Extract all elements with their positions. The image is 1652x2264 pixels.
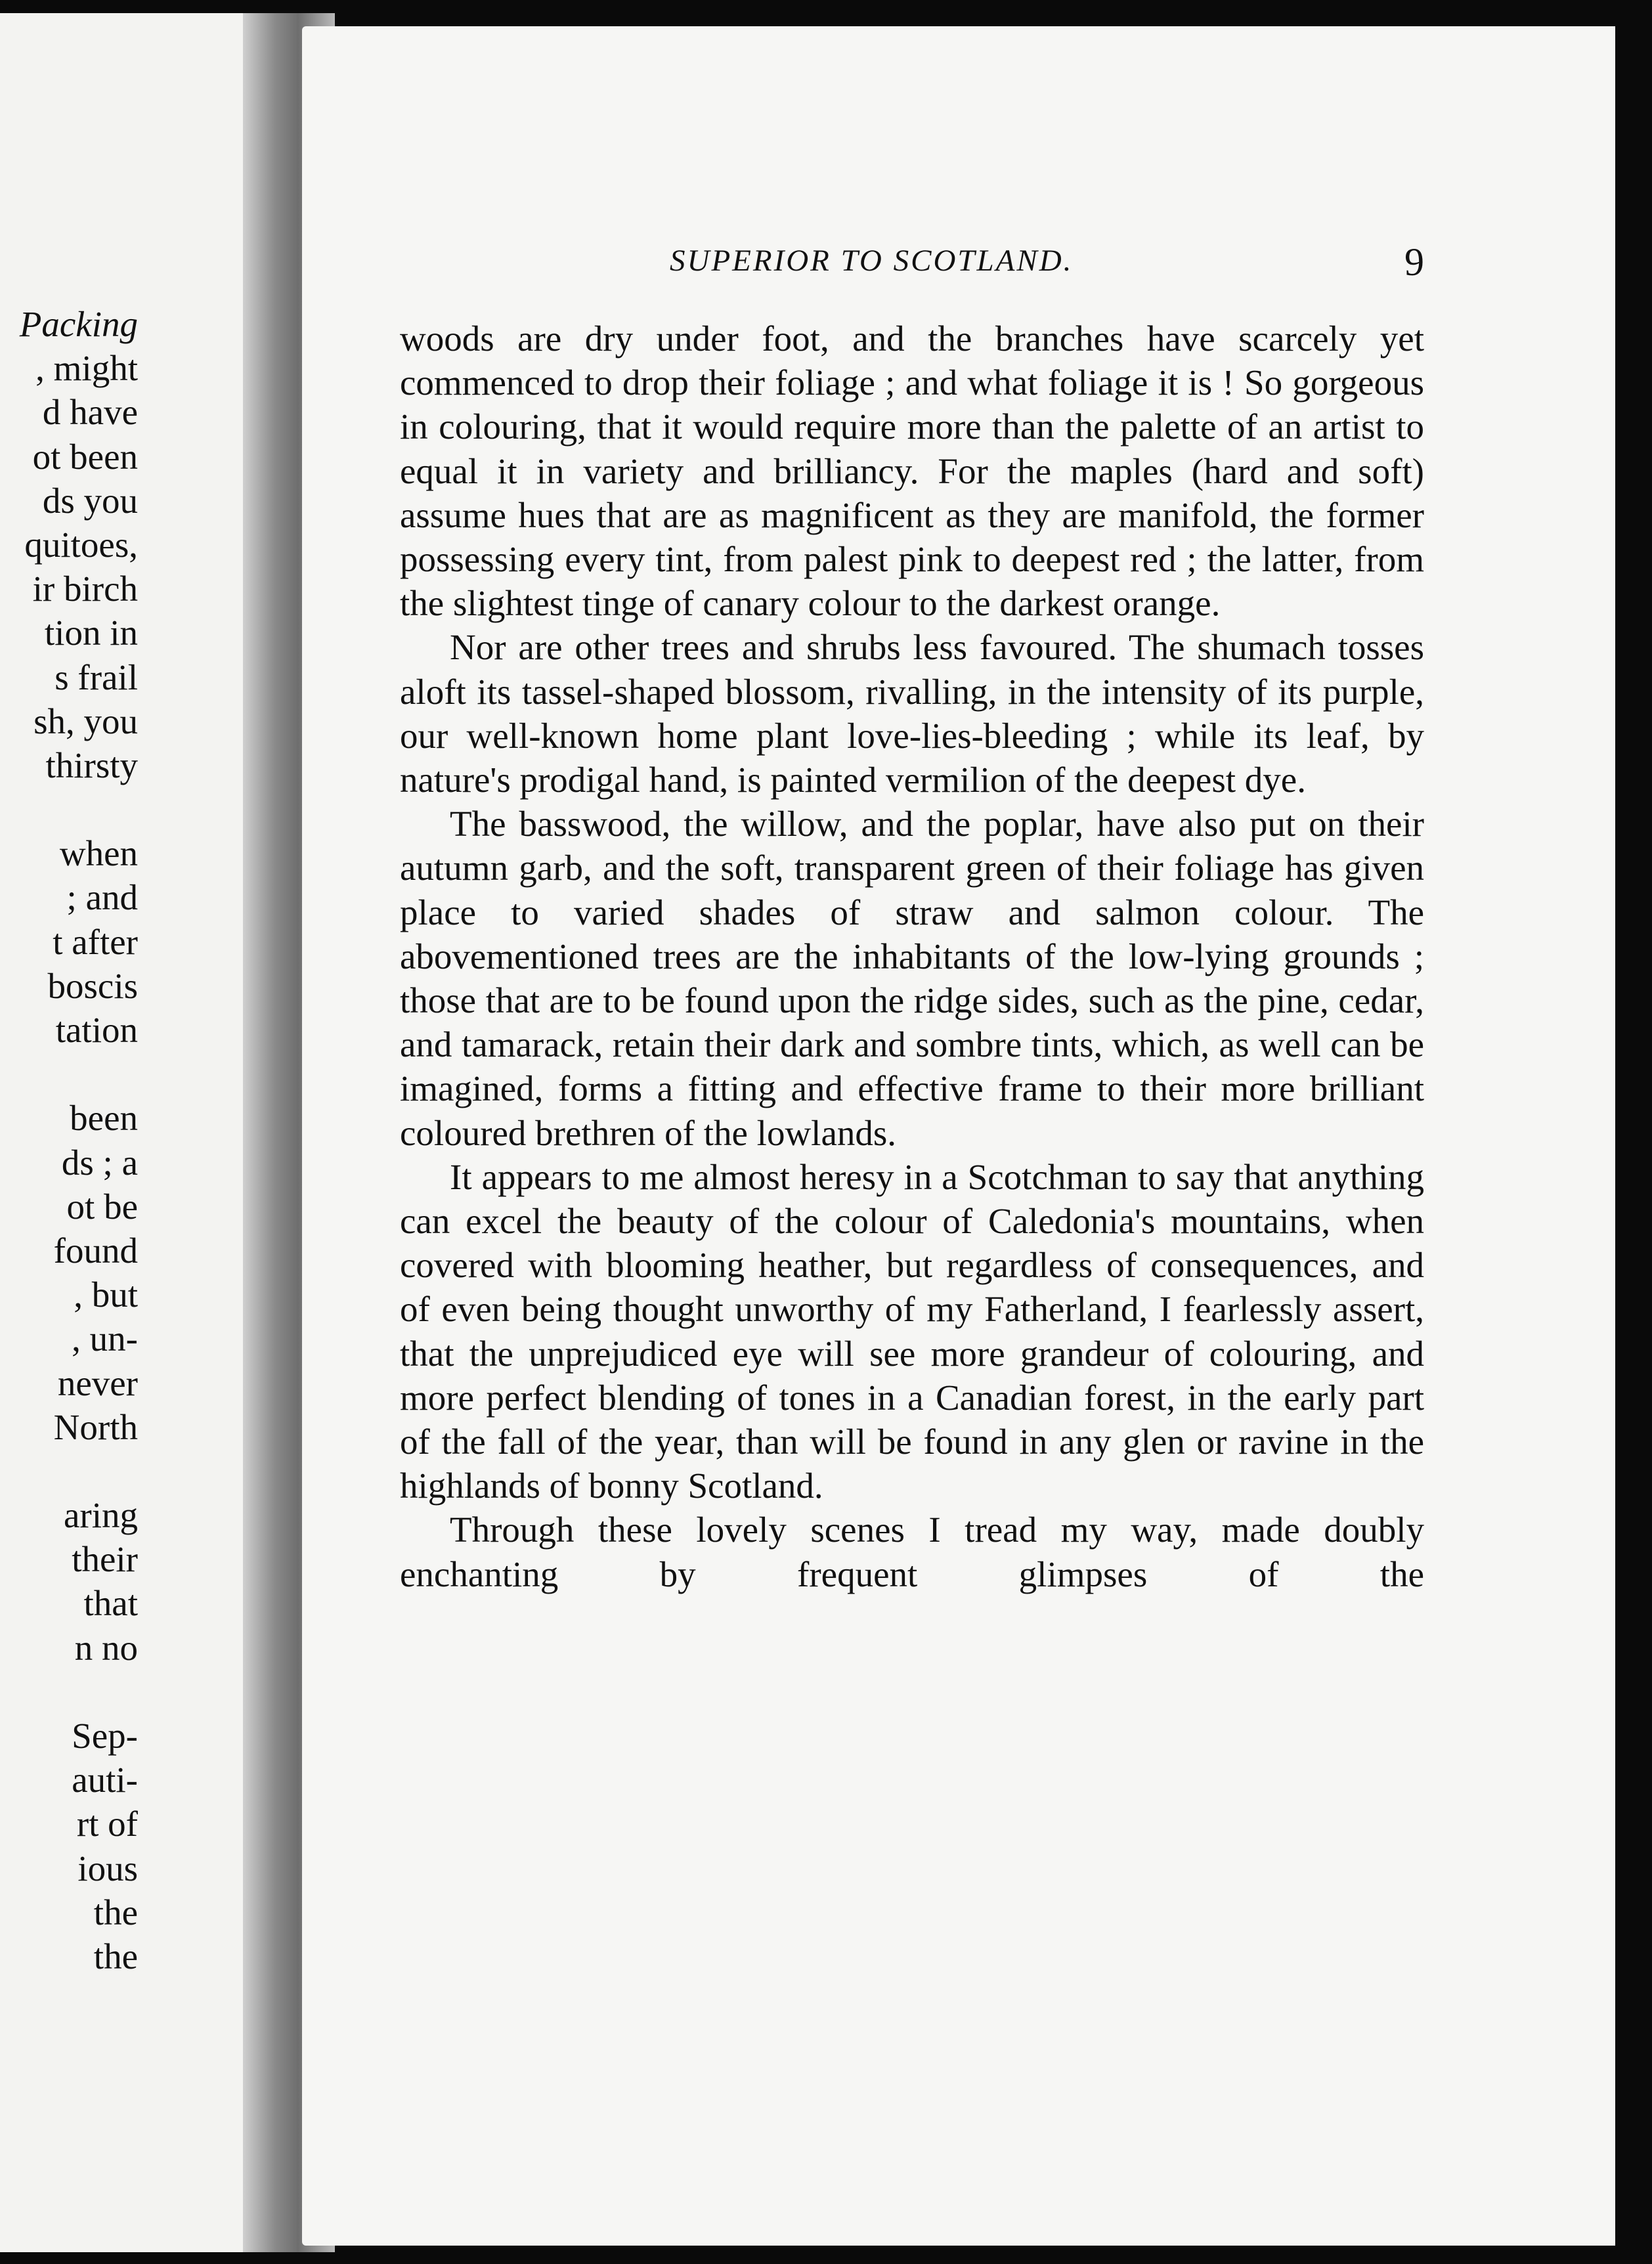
left-page-line: quitoes, xyxy=(24,524,138,565)
left-page-line xyxy=(20,1670,138,1714)
left-page-line: ; and xyxy=(66,877,138,918)
left-page-line xyxy=(20,787,138,831)
left-page-line: Packing xyxy=(19,304,138,344)
paragraph: Through these lovely scenes I tread my way, made doubly enchanting by frequent glimpses of the xyxy=(400,1510,1424,1594)
left-page-line: their xyxy=(72,1539,138,1580)
left-page-line: ds you xyxy=(42,480,138,521)
left-page-line: tion in xyxy=(44,613,138,653)
left-page-line: tation xyxy=(55,1010,138,1050)
left-page-line xyxy=(20,1052,138,1096)
left-page-line: found xyxy=(53,1230,138,1271)
left-page-line: when xyxy=(59,833,138,874)
left-page-line: been xyxy=(70,1098,138,1139)
left-page-line xyxy=(20,1449,138,1493)
left-page-line: , un- xyxy=(72,1318,138,1359)
left-page-line: aring xyxy=(63,1495,138,1536)
left-page-line: , but xyxy=(74,1274,138,1315)
left-page-line: d have xyxy=(42,392,138,433)
paragraph: The basswood, the willow, and the poplar, have also put on their autumn garb, and the soft, transparent green of their foliage has given place to varied shades of straw and salmon colour. The abovementioned trees are the inhabitants of the low-lying grounds ; those that are to be found upon the ridge sides, such as the pine, cedar, and tamarack, retain their dark and sombre tints, which, as well can be imagined, forms a fitting and effective frame to their more brilliant coloured brethren of the lowlands. xyxy=(400,804,1424,1153)
running-title: SUPERIOR TO SCOTLAND. xyxy=(670,244,1074,278)
left-page-line: auti- xyxy=(72,1760,138,1800)
paragraph: woods are dry under foot, and the branches have scarcely yet commenced to drop their foliage ; and what foliage it is ! So gorgeous in colouring, that it would require more than the palette of an artist to equal it in variety and brilliancy. For the maples (hard and soft) assume hues that are as magnificent as they are manifold, the former possessing every tint, from palest pink to deepest red ; the latter, from the slightest tinge of canary colour to the darkest orange. xyxy=(400,318,1424,624)
left-page-text xyxy=(20,302,138,1978)
left-page-line: thirsty xyxy=(45,745,138,785)
left-page-line: ot been xyxy=(32,436,138,477)
left-page-line: t after xyxy=(53,921,138,962)
left-page-line: Sep- xyxy=(72,1716,138,1756)
left-page-line: never xyxy=(57,1362,138,1403)
left-page-line: ir birch xyxy=(32,569,138,609)
left-page-line: s frail xyxy=(54,657,138,697)
paragraph: It appears to me almost heresy in a Scotchman to say that anything can excel the beauty of the colour of Caledonia's mountains, when covered with blooming heather, but regardless of consequences, and of even being thought unworthy of my Fatherland, I fearlessly assert, that the unprejudiced eye will see more grandeur of colouring, and more perfect blending of tones in a Canadian forest, in the early part of the fall of the year, than will be found in any glen or ravine in the highlands of bonny Scotland. xyxy=(400,1156,1424,1506)
left-page-line: sh, you xyxy=(33,701,138,741)
body-text xyxy=(400,316,1424,1596)
left-page-line: n no xyxy=(74,1627,138,1668)
left-page-line: , might xyxy=(35,348,138,389)
left-page-line: boscis xyxy=(47,965,138,1006)
left-page-line: ious xyxy=(77,1848,138,1888)
left-page-line: ot be xyxy=(66,1186,138,1227)
left-page-line: rt of xyxy=(76,1804,138,1844)
left-page-line: North xyxy=(53,1406,138,1447)
left-page-line: the xyxy=(93,1936,138,1976)
left-page-line: ds ; a xyxy=(61,1142,138,1183)
page-number: 9 xyxy=(1404,240,1424,284)
left-page xyxy=(0,13,263,2252)
left-page-line: that xyxy=(83,1583,138,1624)
left-page-line: the xyxy=(93,1892,138,1932)
paragraph: Nor are other trees and shrubs less favoured. The shumach tosses aloft its tassel-shaped blossom, rivalling, in the intensity of its purple, our well-known home plant love-lies-bleeding ; while its leaf, by nature's prodigal hand, is painted vermilion of the deepest dye. xyxy=(400,627,1424,800)
